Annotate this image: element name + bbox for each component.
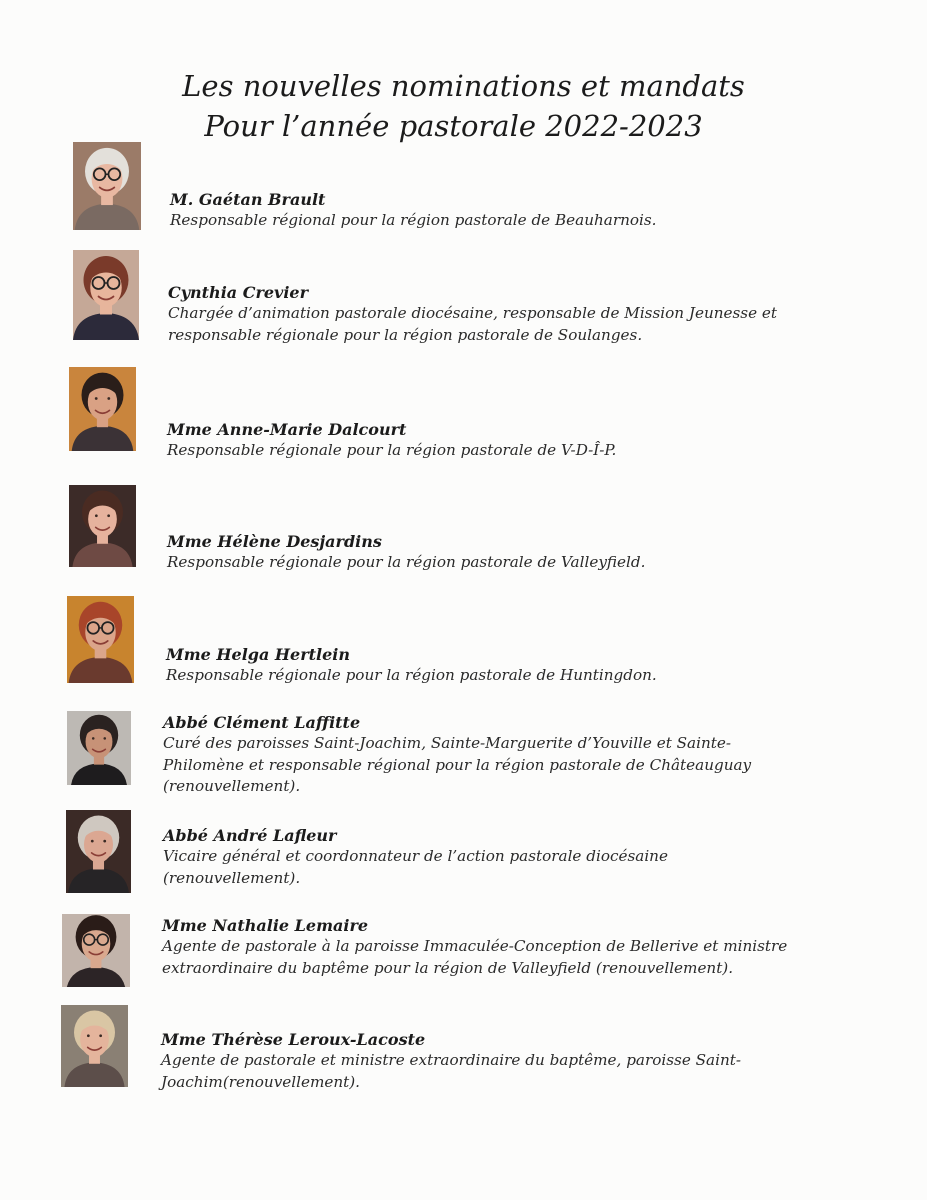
portrait-image [73, 142, 141, 230]
role-description-line: Joachim(renouvellement). [161, 1072, 361, 1091]
person-name: Mme Anne-Marie Dalcourt [167, 420, 407, 439]
nomination-entry [161, 1029, 741, 1093]
portrait-photo [62, 914, 130, 987]
role-description-line: extraordinaire du baptême pour la région de Valleyfield (renouvellement). [162, 958, 734, 977]
person-name: Mme Hélène Desjardins [167, 532, 382, 551]
person-name: Abbé André Lafleur [163, 826, 337, 845]
title-line-1: Les nouvelles nominations et mandats [182, 69, 745, 103]
person-name: Mme Nathalie Lemaire [162, 916, 369, 935]
portrait-image [67, 596, 134, 683]
role-description-line: Curé des paroisses Saint-Joachim, Sainte-Marguerite d’Youville et Sainte- [163, 734, 731, 752]
portrait-image [66, 810, 131, 893]
portrait-photo [61, 1005, 128, 1087]
person-name: M. Gaétan Brault [170, 190, 326, 209]
nomination-entry [162, 915, 787, 979]
role-description-line: Philomène et responsable régional pour la région pastorale de Châteauguay [163, 755, 752, 774]
role-description-line: Responsable régionale pour la région pastorale de V-D-Î-P. [167, 441, 617, 459]
nomination-entry [167, 531, 645, 574]
person-name: Mme Helga Hertlein [166, 645, 350, 664]
portrait-image [62, 914, 130, 987]
person-name: Cynthia Crevier [168, 283, 309, 302]
portrait-image [69, 485, 136, 567]
title-line-2: Pour l’année pastorale 2022-2023 [204, 109, 703, 143]
role-description-line: Chargée d’animation pastorale diocésaine, responsable de Mission Jeunesse et [168, 304, 778, 322]
portrait-image [61, 1005, 128, 1087]
role-description-line: Vicaire général et coordonnateur de l’action pastorale diocésaine [163, 847, 668, 865]
role-description-line: Agente de pastorale à la paroisse Immaculée-Conception de Bellerive et ministre [162, 937, 788, 955]
portrait-photo [67, 711, 131, 785]
person-name: Abbé Clément Laffitte [163, 713, 361, 732]
nomination-entry [166, 644, 657, 687]
portrait-photo [67, 596, 134, 683]
role-description-line: (renouvellement). [163, 777, 301, 795]
role-description-line: Responsable régionale pour la région pastorale de Valleyfield. [167, 553, 646, 571]
portrait-image [67, 711, 131, 785]
nomination-entry [170, 189, 656, 232]
role-description-line: Responsable régionale pour la région pastorale de Huntingdon. [166, 666, 657, 684]
portrait-photo [66, 810, 131, 893]
portrait-image [73, 250, 139, 340]
role-description-line: Responsable régional pour la région pastorale de Beauharnois. [170, 211, 657, 229]
nomination-entry [167, 419, 616, 462]
portrait-photo [73, 142, 141, 230]
portrait-photo [69, 485, 136, 567]
portrait-image [69, 367, 136, 451]
nomination-entry [163, 712, 751, 798]
person-name: Mme Thérèse Leroux-Lacoste [161, 1030, 426, 1049]
page-title [0, 66, 927, 146]
nomination-entry [168, 282, 777, 346]
nomination-entry [163, 825, 668, 889]
portrait-photo [73, 250, 139, 340]
portrait-photo [69, 367, 136, 451]
role-description-line: Agente de pastorale et ministre extraordinaire du baptême, paroisse Saint- [161, 1051, 741, 1069]
role-description-line: responsable régionale pour la région pastorale de Soulanges. [168, 325, 643, 344]
role-description-line: (renouvellement). [163, 868, 301, 887]
